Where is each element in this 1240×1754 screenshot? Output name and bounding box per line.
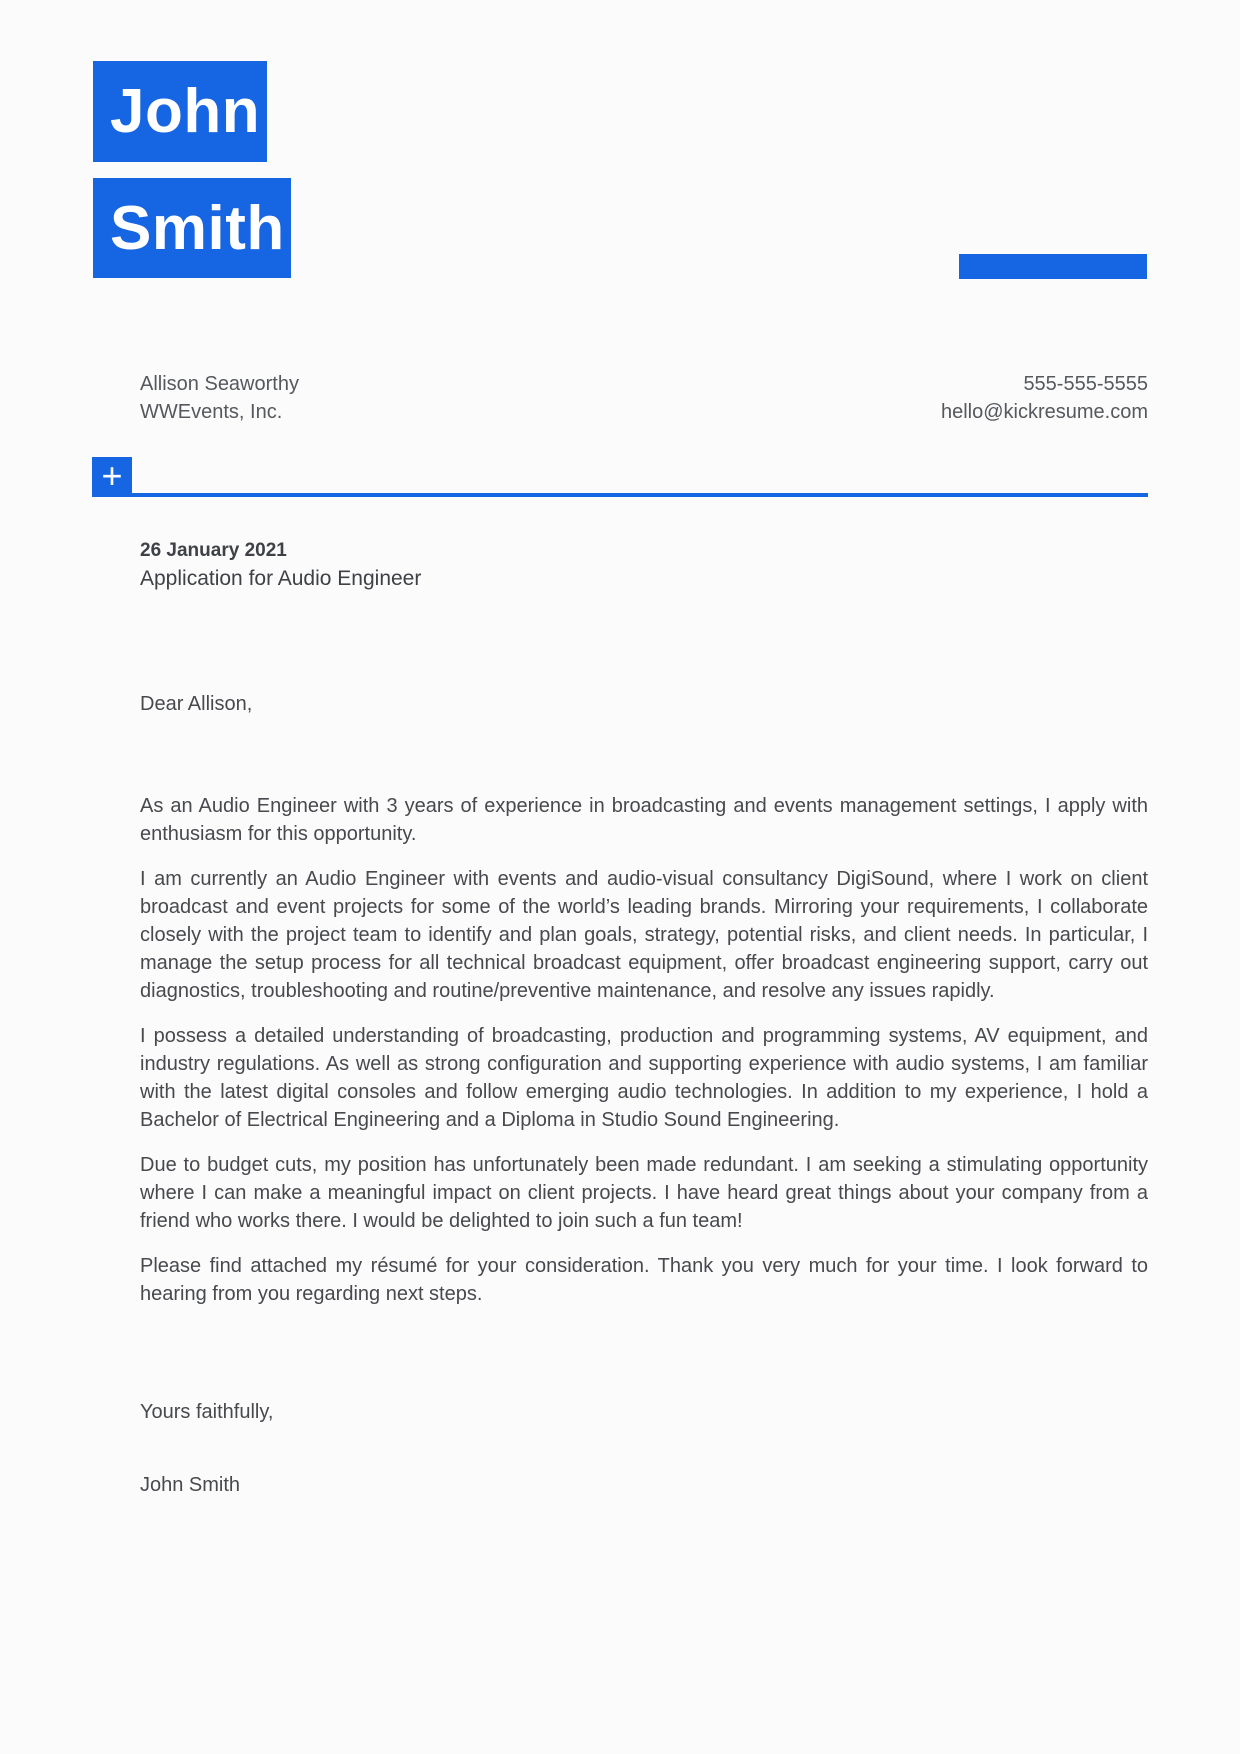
recipient-company: WWEvents, Inc. bbox=[140, 401, 283, 423]
letter-date: 26 January 2021 bbox=[140, 540, 287, 561]
letter-body bbox=[140, 537, 1148, 1499]
letter-salutation: Dear Allison, bbox=[140, 693, 253, 715]
header-accent-bar bbox=[959, 254, 1147, 279]
applicant-first-name-block: John bbox=[93, 61, 267, 162]
sender-contact-block bbox=[941, 370, 1148, 426]
letter-closing: Yours faithfully, bbox=[140, 1401, 274, 1423]
letter-paragraph: As an Audio Engineer with 3 years of experience in broadcasting and events management settings, I apply with enthusiasm for this opportunity. bbox=[140, 795, 1148, 845]
recipient-block bbox=[140, 370, 299, 426]
letter-paragraph: I possess a detailed understanding of broadcasting, production and programming systems, AV equipment, and industry regulations. As well as strong configuration and supporting experience with audio systems, I am familiar with the latest digital consoles and follow emerging audio technologies. In addition to my experience, I hold a Bachelor of Electrical Engineering and a Diploma in Studio Sound Engineering. bbox=[140, 1025, 1148, 1131]
plus-icon: + bbox=[101, 454, 123, 496]
sender-email: hello@kickresume.com bbox=[940, 401, 1148, 423]
sender-phone: 555-555-5555 bbox=[1023, 373, 1148, 395]
letter-paragraph: I am currently an Audio Engineer with events and audio-visual consultancy DigiSound, where I work on client broadcast and event projects for some of the world’s leading brands. Mirroring your requirements, I collaborate closely with the project team to identify and plan goals, strategy, potential risks, and client needs. In particular, I manage the setup process for all technical broadcast equipment, offer broadcast engineering support, carry out diagnostics, troubleshooting and routine/preventive maintenance, and resolve any issues rapidly. bbox=[140, 868, 1148, 1002]
recipient-name: Allison Seaworthy bbox=[140, 373, 299, 395]
applicant-last-name-block: Smith bbox=[93, 178, 291, 278]
letter-paragraph: Due to budget cuts, my position has unfortunately been made redundant. I am seeking a stimulating opportunity where I can make a meaningful impact on client projects. I have heard great things about your company from a friend who works there. I would be delighted to join such a fun team! bbox=[140, 1154, 1148, 1232]
letter-signature: John Smith bbox=[140, 1474, 241, 1496]
letter-paragraphs bbox=[140, 792, 1148, 1308]
letter-subject: Application for Audio Engineer bbox=[140, 567, 422, 590]
letter-paragraph: Please find attached my résumé for your consideration. Thank you very much for your time. I look forward to hearing from you regarding next steps. bbox=[140, 1255, 1148, 1305]
section-divider-rule bbox=[92, 493, 1148, 497]
plus-icon-box bbox=[92, 454, 132, 497]
